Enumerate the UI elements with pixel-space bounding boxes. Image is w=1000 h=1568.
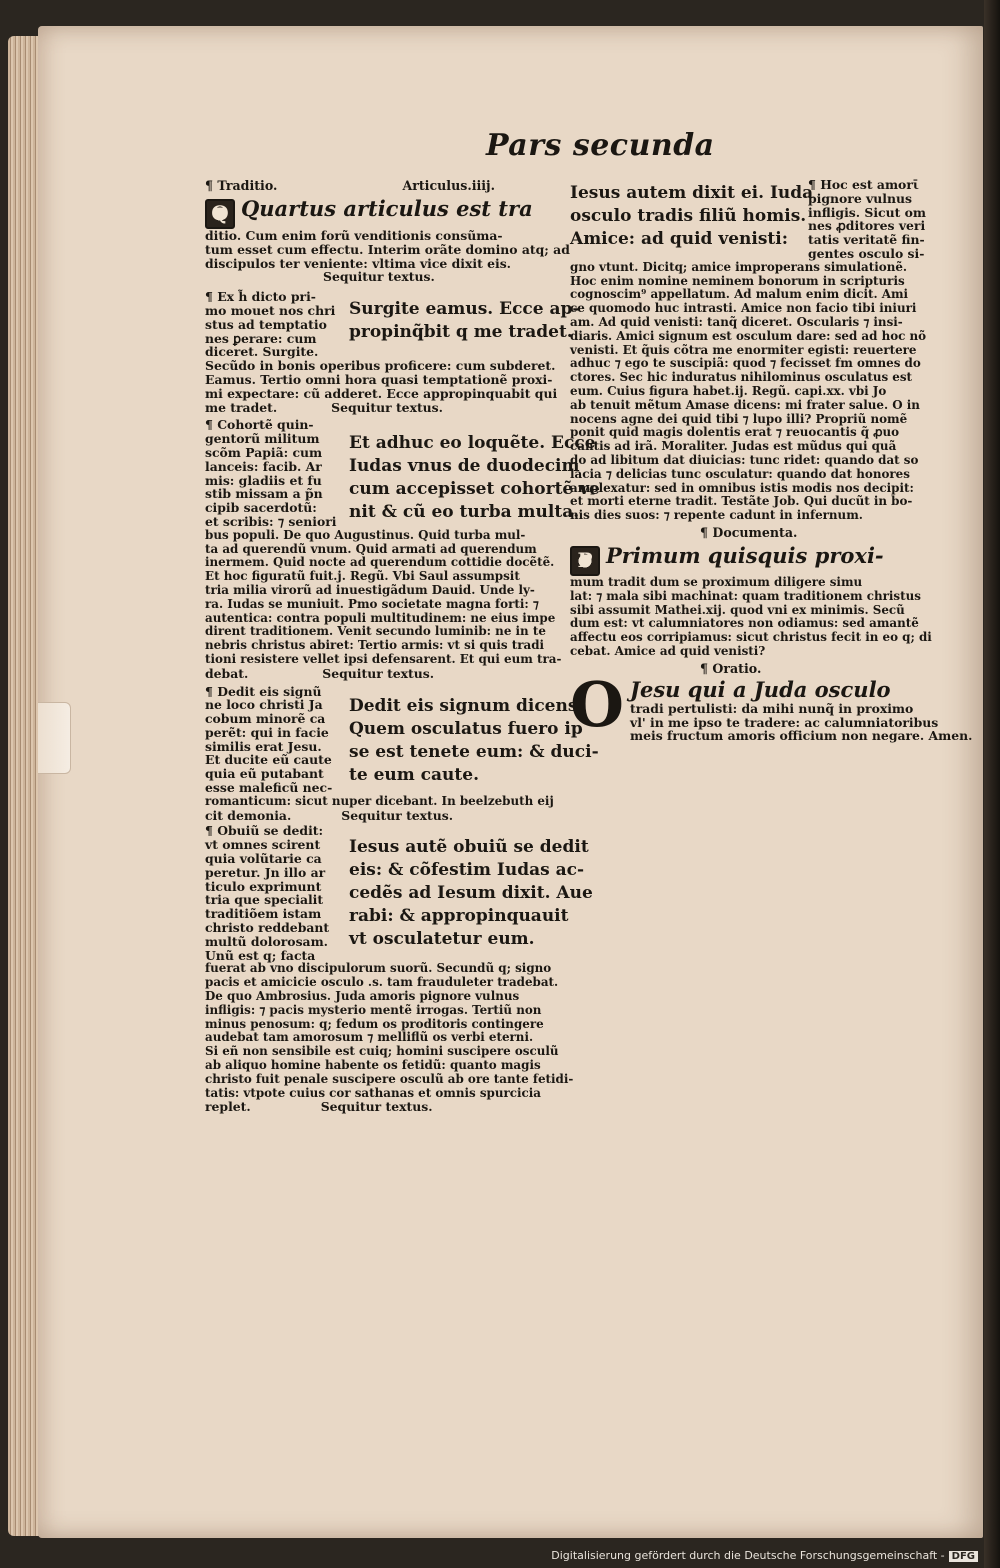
gutter-shadow (984, 0, 1000, 1568)
primum-section (570, 544, 935, 659)
quartus-heading: Quartus articulus est tra (241, 196, 533, 221)
obuium-continuation: fuerat ab vno discipulorum suorũ. Secundũ q; signo pacis et amicicie osculo .s. tam frauduleter tradebat. De quo Ambrosius. Juda amoris pignore vulnus infligis: ⁊ pacis mysterio mentẽ irrogas. Tertiũ non minus penosum: q; fedum os proditoris contingere audebat tam amorosum ⁊ melliflũ os verbi eterni. Si eñ non sensibile est cuiq; homini suscipere osculũ ab aliquo homine habente os fetidũ: quanto magis christo fuit penale suscipere osculũ ab ore tante fetidi- tatis: vtpote cuius cor sathanas et omnis spurcicia replet. Sequitur textus. (205, 961, 574, 1115)
text-iesus-obuium: Iesus autẽ obuiũ se dedit eis: & cõfestim Iudas ac- cedẽs ad Iesum dixit. Aue rabi: & appropinquauit vt osculatetur eum. (349, 837, 593, 950)
gloss-surgite: ¶ Ex h̃ dicto pri- mo mouet nos chri stus ad temptatio nes ꝑerare: cum diceret. Surgite. (205, 289, 336, 360)
text-et-adhuc: Et adhuc eo loquẽte. Ecce Iudas vnus de duodecim cum accepisset cohortẽ ve nit & cũ eo turba multa. (349, 433, 600, 523)
running-head: Pars secunda (486, 128, 715, 163)
dfg-logo: DFG (949, 1551, 978, 1562)
dedit-signum-continuation: romanticum: sicut nuper dicebant. In beelzebuth eij cit demonia. Sequitur textus. (205, 793, 554, 823)
dedit-signum-section (205, 683, 599, 796)
oratio-label: ¶ Oratio. (700, 660, 762, 676)
gloss-cohortem: ¶ Cohortẽ quin- gentorũ militum scõm Papiã: cum lanceis: facib. Ar mis: gladiis et fu stib missam a p̃n cipib sacerdotũ: et scribis: ⁊ seniori (205, 417, 337, 529)
text-surgite: Surgite eamus. Ecce ap- propinq̃bit q me tradet. (349, 299, 580, 343)
obuium-section (205, 823, 593, 963)
iesus-dixit-section (570, 178, 935, 261)
traditio-label: ¶ Traditio. Articulus.iiij. (205, 178, 495, 193)
page-tab-marker (38, 702, 71, 774)
gloss-hoc-est: ¶ Hoc est amorῑ pignore vulnus infligis. Sicut om nes ꝓditores veri tatis veritatẽ fin- gentes osculo si- (808, 177, 927, 261)
primum-heading: Primum quisquis proxi- (606, 542, 884, 568)
gloss-obuium: ¶ Obuiũ se dedit: vt omnes scirent quia volũtarie ca peretur. Jn illo ar ticulo exprimunt tria que specialit traditiõem istam christo reddebant multũ dolorosam. Unũ est q; facta (205, 823, 330, 963)
digitization-credit: Digitalisierung gefördert durch die Deutsche Forschungsgemeinschaft - DFG (551, 1549, 978, 1562)
page-block-edges (8, 36, 42, 1536)
decorated-initial-p: P (570, 546, 600, 576)
quartus-lines: ditio. Cum enim forũ venditionis consũma- tum esset cum effectu. Interim orãte domino atq; ad discipulos ter veniente: vltima vice dixit eis. (205, 228, 570, 271)
oratio-initial: O (570, 667, 625, 741)
gloss-dedit-signum: ¶ Dedit eis signũ ne loco christi Ja cobum minorẽ ca perẽt: qui in facie similis erat Jesu. Et ducite eũ caute quia eũ putabant esse maleficũ nec- (205, 683, 333, 796)
iesus-dixit-continuation: gno vtunt. Dicitq; amice improperans simulationẽ. Hoc enim nomine neminem bonorum in scripturis cognoscim⁹ appellatum. Ad malum enim dicit. Ami ce quomodo huc intrasti. Amice non facio tibi iniuri am. Ad quid venisti: tanq̃ diceret. Oscularis ⁊ insi- diaris. Amici signum est osculum dare: sed ad hoc nõ venisti. Et q̃uis cõtra me enormiter egisti: reuertere adhuc ⁊ ego te suscipiã: quod ⁊ fecisset fm omnes do ctores. Sec hic induratus nihilominus osculatus est eum. Cuius figura habet.ij. Regũ. capi.xx. vbi Jo ab tenuit mẽtum Amase dicens: mi frater salue. O in nocens agne dei quid tibi ⁊ lupo illi? Propriũ nomẽ ponit quid magis dolentis erat ⁊ reuocantis q̃ ꝓuo cantis ad irã. Moraliter. Judas est mũdus qui quã do ad libitum dat diuicias: tunc ridet: quando dat so lacia ⁊ delicias tunc osculatur: quando dat honores amplexatur: sed in omnibus istis modis nos decipit: et morti eterne tradit. Testãte Job. Qui ducũt in bo- nis dies suos: ⁊ repente cadunt in infernum. (570, 259, 927, 523)
sequitur-textus: Sequitur textus. (323, 269, 435, 285)
left-column (205, 178, 600, 1115)
documenta-label: ¶ Documenta. (700, 524, 798, 540)
cohortem-continuation: bus populi. De quo Augustinus. Quid turba mul- ta ad querendũ vnum. Quid armati ad querendum inermem. Quid nocte ad querendum cottidie docẽtẽ. Et hoc figuratũ fuit.j. Regũ. Vbi Saul assumpsit tria milia virorũ ad inuestigãdum Dauid. Unde ly- ra. Iudas se muniuit. Pmo societate magna forti: ⁊ autentica: contra populi multitudinem: ne eius impe dirent traditionem. Venit secundo luminib: ne in te nebris christus abiret: Tertio armis: vt si quis tradi tioni resistere vellet ipsi defensarent. Et qui eum tra- debat. Sequitur textus. (205, 527, 562, 681)
quartus-articulus-section (205, 196, 570, 285)
text-iesus-dixit: Iesus autem dixit ei. Iuda osculo tradis filiũ homis. Amice: ad quid venisti: (570, 183, 814, 249)
right-column (570, 177, 973, 744)
cohortem-section (205, 417, 600, 529)
text-dedit-signum: Dedit eis signum dicens. Quem osculatus fuero ip se est tenete eum: & duci- te eum caute. (349, 695, 599, 785)
decorated-initial-q: Q (205, 199, 235, 229)
oratio-section: O Jesu qui a Juda osculo tradi pertulisti: da mihi nunq̃ in proximo vl' in me ipso te tradere: ac calumniatoribus meis fructum amoris officium non negare. Amen. (570, 667, 973, 744)
surgite-section (205, 289, 580, 360)
surgite-continuation: Secũdo in bonis operibus proficere: cum subderet. Eamus. Tertio omni hora quasi temptationẽ proxi- mi expectare: cũ adderet. Ecce appropinquabit qui me tradet. Sequitur textus. (205, 358, 558, 415)
primum-lines: mum tradit dum se proximum diligere simu lat: ⁊ mala sibi machinat: quam traditionem christus sibi assumit Mathei.xij. quod vni ex minimis. Secũ dum est: vt calumniatores non odiamus: sed amantẽ affectu eos corripiamus: sicut christus fecit in eo q; di cebat. Amice ad quid venisti? (570, 574, 932, 658)
oratio-heading: Jesu qui a Juda osculo (630, 676, 891, 702)
